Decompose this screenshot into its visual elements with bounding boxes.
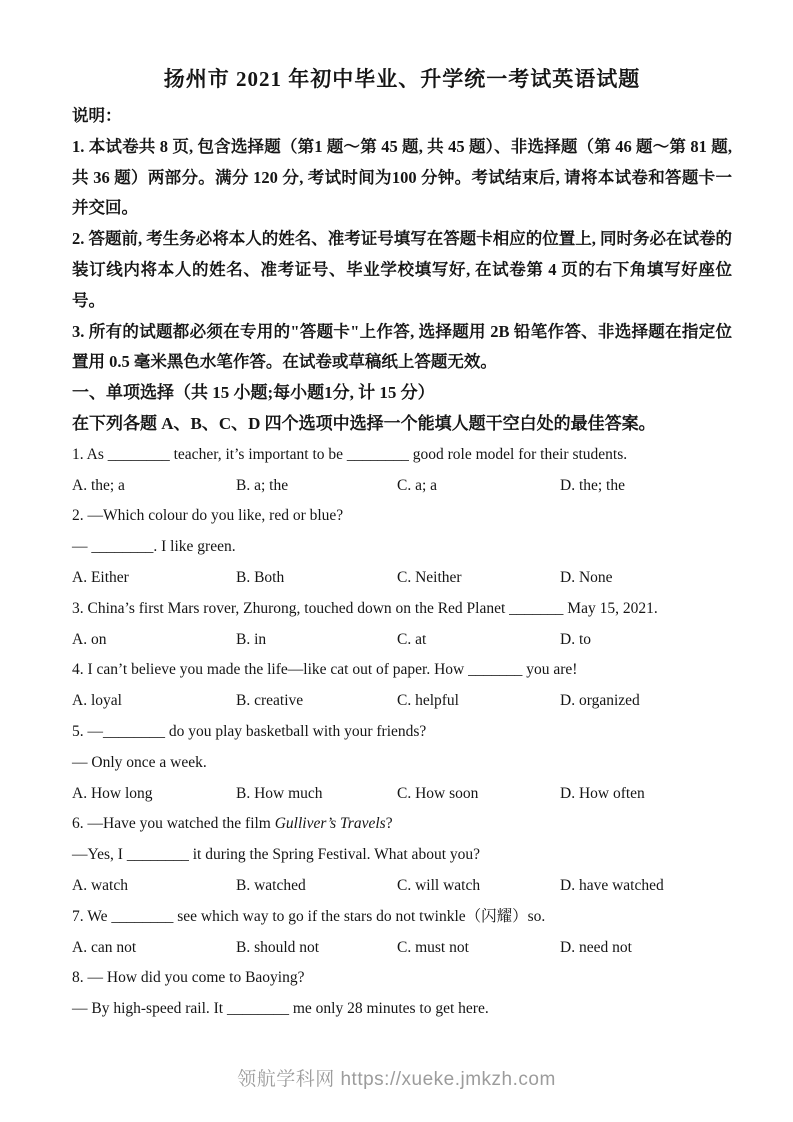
section-directive: 在下列各题 A、B、C、D 四个选项中选择一个能填人题干空白处的最佳答案。 [72, 413, 656, 433]
instructions-label: 说明： [72, 106, 122, 125]
question-response-line: — ________. I like green. [72, 538, 236, 556]
stem-text: 6. —Have you watched the film [72, 815, 275, 833]
option-a: A. Either [72, 568, 129, 586]
question-2 [72, 501, 732, 593]
option-d: D. How often [560, 784, 645, 802]
instruction-item-1: 1. 本试卷共 8 页, 包含选择题（第1 题～第 45 题, 共 45 题）、非选择题（第 46 题～第 81 题, 共 36 题）两部分。满分 120 分, 考试时间为100 分钟。考试结束后, 请将本试卷和答题卡一并交回。 [72, 136, 732, 218]
question-6 [72, 809, 732, 901]
option-c: C. at [397, 630, 427, 648]
option-d: D. need not [560, 938, 632, 956]
option-b: B. Both [236, 568, 285, 586]
question-7 [72, 902, 732, 964]
question-4 [72, 655, 732, 717]
question-stem: 4. I can’t believe you made the life—like cat out of paper. How _______ you are! [72, 661, 578, 679]
question-stem: 5. —________ do you play basketball with your friends? [72, 722, 427, 740]
option-c: C. will watch [397, 876, 481, 894]
option-b: B. a; the [236, 476, 289, 494]
question-8 [72, 963, 732, 1025]
question-response-line: — Only once a week. [72, 753, 207, 771]
question-3 [72, 594, 732, 656]
film-title-italic: Gulliver’s Travels [274, 815, 386, 833]
instruction-item-2: 2. 答题前, 考生务必将本人的姓名、准考证号填写在答题卡相应的位置上, 同时务必在试卷的装订线内将本人的姓名、准考证号、毕业学校填写好, 在试卷第 4 页的右下角填写好座位号。 [72, 229, 732, 310]
option-a: A. watch [72, 876, 128, 894]
option-d: D. to [560, 630, 591, 648]
option-d: D. have watched [560, 876, 664, 894]
question-options [72, 779, 732, 810]
question-response-line: — By high-speed rail. It ________ me only 28 minutes to get here. [72, 1000, 489, 1018]
stem-text-suffix: ? [385, 815, 393, 833]
option-c: C. must not [397, 938, 469, 956]
question-stem: 1. As ________ teacher, it’s important to be ________ good role model for their students. [72, 445, 628, 463]
question-stem: 3. China’s first Mars rover, Zhurong, touched down on the Red Planet _______ May 15, 2021. [72, 599, 658, 617]
question-options [72, 563, 732, 594]
option-a: A. How long [72, 784, 153, 802]
option-d: D. organized [560, 692, 640, 710]
option-d: D. None [560, 568, 613, 586]
option-a: A. the; a [72, 476, 125, 494]
option-c: C. a; a [397, 476, 438, 494]
option-b: B. in [236, 630, 267, 648]
question-stem: 2. —Which colour do you like, red or blue? [72, 507, 344, 525]
option-a: A. on [72, 630, 107, 648]
question-stem [72, 809, 732, 840]
question-stem: 7. We ________ see which way to go if the stars do not twinkle（闪耀）so. [72, 907, 546, 925]
question-options [72, 625, 732, 656]
question-options [72, 871, 732, 902]
section-heading: 一、单项选择（共 15 小题;每小题1分, 计 15 分） [72, 383, 435, 403]
option-a: A. can not [72, 938, 137, 956]
question-response-line: —Yes, I ________ it during the Spring Festival. What about you? [72, 846, 481, 864]
question-options [72, 686, 732, 717]
option-a: A. loyal [72, 692, 122, 710]
option-c: C. helpful [397, 692, 459, 710]
instruction-item-3: 3. 所有的试题都必须在专用的"答题卡"上作答, 选择题用 2B 铅笔作答、非选择题在指定位置用 0.5 毫米黑色水笔作答。在试卷或草稿纸上答题无效。 [72, 321, 732, 372]
option-d: D. the; the [560, 476, 625, 494]
question-5 [72, 717, 732, 809]
question-options [72, 471, 732, 502]
question-1 [72, 440, 732, 502]
question-options [72, 933, 732, 964]
option-b: B. How much [236, 784, 323, 802]
option-b: B. watched [236, 876, 306, 894]
watermark: 领航学科网 https://xueke.jmkzh.com [237, 1069, 556, 1090]
question-stem: 8. — How did you come to Baoying? [72, 969, 305, 987]
option-c: C. Neither [397, 568, 462, 586]
option-b: B. should not [236, 938, 320, 956]
option-b: B. creative [236, 692, 304, 710]
option-c: C. How soon [397, 784, 479, 802]
page-title: 扬州市 2021 年初中毕业、升学统一考试英语试题 [163, 67, 641, 91]
